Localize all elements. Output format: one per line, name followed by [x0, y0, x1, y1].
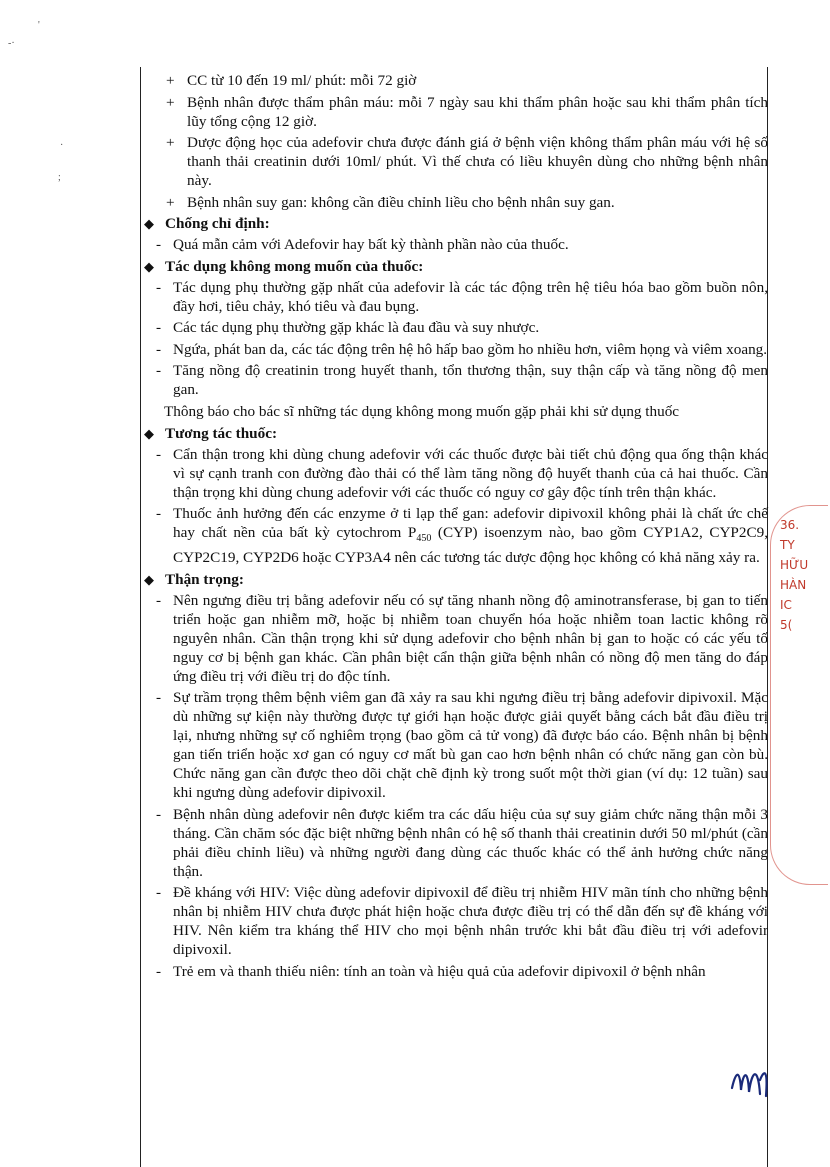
line-text: Bệnh nhân dùng adefovir nên được kiểm tra các dấu hiệu của sự suy giảm chức năng thận mỗi 3 tháng. Cần chăm sóc đặc biệt những bệnh nhân có hệ số thanh thải creatinin dưới 50 ml/phút (cần phải điều chỉnh liều) và những người đang dùng các thuốc khác có thể ảnh hưởng chức năng thận.	[173, 805, 768, 880]
stamp-line: 5(	[780, 618, 793, 632]
scan-speck: -·	[8, 38, 15, 49]
bullet-marker: -	[156, 689, 162, 707]
line-text: Chống chỉ định:	[165, 215, 270, 232]
line-text: Nên ngưng điều trị bằng adefovir nếu có sự tăng nhanh nồng độ aminotransferase, bị gan to tiến triển hoặc gan nhiễm mỡ, hoặc bị nhiễm toan chuyển hóa hoặc nhiễm toan lactic không rõ nguyên nhân. Cần thận trọng khi sử dụng adefovir cho bệnh nhân bị gan to hoặc có các yếu tố nguy cơ bị bệnh gan khác. Cần phân biệt cẩn thận giữa bệnh nhân có nồng độ men tăng do đáp ứng điều trị với điều trị do độc tính.	[173, 591, 768, 685]
bullet-marker: +	[166, 134, 175, 151]
bullet-marker: -	[156, 319, 162, 336]
line-text: Đề kháng với HIV: Việc dùng adefovir dipivoxil để điều trị nhiễm HIV mãn tính cho những bệnh nhân bị nhiễm HIV chưa được phát hiện hoặc chưa được điều trị có thể dẫn đến sự đề kháng với HIV. Nên kiểm tra kháng thể HIV cho mọi bệnh nhân trước khi bắt đầu điều trị với adefovir dipivoxil.	[173, 884, 768, 959]
line-text: Tác dụng phụ thường gặp nhất của adefovir là các tác động trên hệ tiêu hóa bao gồm buồn nôn, đầy hơi, tiêu chảy, khó tiêu và đau bụng.	[173, 278, 768, 315]
diamond-bullet-icon: ◆	[144, 571, 154, 587]
bullet-marker: -	[156, 236, 162, 253]
line-text: Cẩn thận trong khi dùng chung adefovir với các thuốc được bài tiết chủ động qua ống thận khác vì sự cạnh tranh con đường đào thải có thể làm tăng nồng độ huyết thanh của cả hai thuốc. Cần thận trọng khi dùng chung adefovir với các thuốc có nguy cơ gây độc tính trên thận khác.	[173, 445, 768, 501]
bullet-marker: -	[156, 962, 162, 980]
bullet-marker: -	[156, 340, 162, 358]
diamond-bullet-icon: ◆	[144, 258, 154, 274]
stamp-line: TY	[780, 538, 795, 552]
line-text: Thuốc ảnh hưởng đến các enzyme ở ti lạp thể gan: adefovir dipivoxil không phải là chất ức chế hay chất nền của bất kỳ cytochrom $P_{450}$ (CYP) isoenzym nào, bao gồm CYP1A2, CYP2C9, CYP2C19, CYP2D6 hoặc CYP3A4 nên các tương tác dược động học không có khả năng xảy ra.	[173, 505, 768, 567]
bullet-marker: -	[156, 805, 162, 823]
line-text: Ngứa, phát ban da, các tác động trên hệ hô hấp bao gồm ho nhiều hơn, viêm họng và viêm xoang.	[173, 340, 768, 358]
bullet-marker: -	[156, 445, 162, 463]
stamp-line: 36.	[780, 518, 800, 532]
line-text: Trẻ em và thanh thiếu niên: tính an toàn và hiệu quả của adefovir dipivoxil ở bệnh nhân	[173, 962, 706, 980]
bullet-marker: +	[166, 93, 175, 111]
list-item	[140, 193, 768, 212]
stamp-line: HÀN	[780, 578, 807, 592]
bullet-marker: -	[156, 278, 162, 296]
note-text	[140, 402, 768, 421]
line-text: Dược động học của adefovir chưa được đánh giá ở bệnh viện không thẩm phân máu với hệ số thanh thải creatinin dưới 10ml/ phút. Vì thế chưa có liều khuyên dùng cho những bệnh nhân này.	[187, 134, 768, 189]
list-item	[140, 883, 768, 959]
line-text: Bệnh nhân được thẩm phân máu: mỗi 7 ngày sau khi thẩm phân hoặc sau khi thẩm phân tích lũy tổng cộng 12 giờ.	[187, 93, 768, 130]
section-heading	[140, 214, 768, 233]
list-item	[140, 340, 768, 359]
bullet-marker: -	[156, 591, 162, 609]
company-stamp	[770, 505, 830, 885]
list-item	[140, 133, 768, 190]
list-item	[140, 591, 768, 686]
diamond-bullet-icon: ◆	[144, 425, 154, 441]
list-item	[140, 504, 768, 567]
list-item	[140, 688, 768, 802]
list-item	[140, 962, 768, 981]
bullet-marker: -	[156, 884, 162, 902]
list-item	[140, 805, 768, 881]
scan-speck: '	[38, 20, 40, 31]
subscript-450: 450	[416, 533, 432, 545]
bullet-marker: -	[156, 505, 162, 522]
line-text: Các tác dụng phụ thường gặp khác là đau đầu và suy nhược.	[173, 319, 540, 336]
list-item	[140, 278, 768, 316]
section-heading	[140, 257, 768, 276]
line-text: Thông báo cho bác sĩ những tác dụng không mong muốn gặp phải khi sử dụng thuốc	[164, 402, 680, 420]
line-text: Thận trọng:	[165, 570, 244, 588]
document-body	[140, 71, 768, 983]
list-item	[140, 235, 768, 254]
stamp-line: IC	[780, 598, 792, 612]
bullet-marker: -	[156, 362, 162, 379]
line-text: Tương tác thuốc:	[165, 424, 278, 442]
bullet-marker: +	[166, 193, 175, 211]
diamond-bullet-icon: ◆	[144, 216, 154, 231]
list-item	[140, 93, 768, 131]
list-item	[140, 361, 768, 399]
line-text: Sự trầm trọng thêm bệnh viêm gan đã xảy ra sau khi ngưng điều trị bằng adefovir dipivoxil. Mặc dù những sự kiện này thường được tự giới hạn hoặc được giải quyết bằng cách bắt đầu điều trị lại, nhưng những sự cố nghiêm trọng (bao gồm cả tử vong) đã được báo cáo. Bệnh nhân bị bệnh gan tiến triển hoặc xơ gan có nguy cơ mất bù gan cao hơn bệnh nhân có chức năng gan còn bù. Chức năng gan cần được theo dõi chặt chẽ định kỳ trong suốt một thời gian (ví dụ: 12 tuần) sau khi ngưng dùng adefovir dipivoxil.	[173, 689, 768, 802]
line-text: Quá mẫn cảm với Adefovir hay bất kỳ thành phần nào của thuốc.	[173, 236, 569, 253]
bullet-marker: +	[166, 72, 175, 89]
line-text: Tăng nồng độ creatinin trong huyết thanh, tổn thương thận, suy thận cấp và tăng nồng độ men gan.	[173, 362, 768, 398]
stamp-text	[780, 515, 808, 635]
line-text: Bệnh nhân suy gan: không cần điều chỉnh liều cho bệnh nhân suy gan.	[187, 193, 615, 211]
section-heading	[140, 570, 768, 589]
section-heading	[140, 424, 768, 443]
scan-speck: ·	[60, 140, 64, 151]
list-item	[140, 445, 768, 502]
stamp-line: HỮU	[780, 558, 809, 572]
line-text: CC từ 10 đến 19 ml/ phút: mỗi 72 giờ	[187, 72, 417, 89]
handwritten-signature	[730, 1060, 780, 1100]
line-text: Tác dụng không mong muốn của thuốc:	[165, 257, 424, 275]
list-item	[140, 318, 768, 337]
list-item	[140, 71, 768, 90]
scan-speck: ;	[58, 172, 61, 183]
